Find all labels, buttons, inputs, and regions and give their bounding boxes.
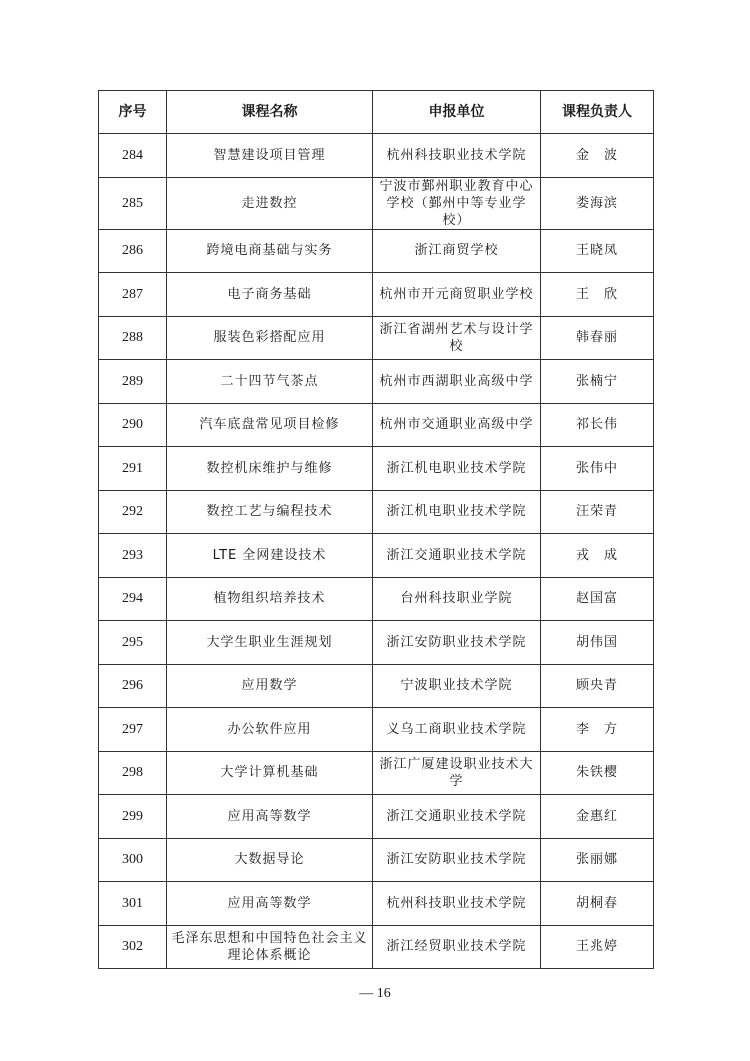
applying-unit-cell: 杭州科技职业技术学院 [373,134,541,178]
applying-unit-cell: 宁波市鄞州职业教育中心学校（鄞州中等专业学校） [373,177,541,229]
header-course-owner: 课程负责人 [541,91,654,134]
course-owner-cell: 王兆婷 [541,925,654,969]
serial-number-cell: 291 [99,447,167,491]
serial-number-cell: 285 [99,177,167,229]
serial-number-cell: 302 [99,925,167,969]
course-name-cell: 植物组织培养技术 [167,577,373,621]
table-row [99,316,654,360]
course-owner-cell: 祁长伟 [541,403,654,447]
applying-unit-cell: 浙江交通职业技术学院 [373,534,541,578]
course-owner-cell: 戎 成 [541,534,654,578]
applying-unit-cell: 浙江机电职业技术学院 [373,447,541,491]
course-name-cell: 跨境电商基础与实务 [167,229,373,273]
serial-number-cell: 293 [99,534,167,578]
page-number: — 16 [359,986,391,1001]
course-owner-cell: 金 波 [541,134,654,178]
course-name-cell: 服装色彩搭配应用 [167,316,373,360]
table-row [99,751,654,795]
applying-unit-cell: 浙江商贸学校 [373,229,541,273]
table-row [99,534,654,578]
serial-number-cell: 290 [99,403,167,447]
course-name-cell: 大数据导论 [167,838,373,882]
serial-number-cell: 295 [99,621,167,665]
header-applying-unit: 申报单位 [373,91,541,134]
table-row [99,134,654,178]
table-row [99,708,654,752]
table-row [99,403,654,447]
course-owner-cell: 金惠红 [541,795,654,839]
table-row [99,621,654,665]
table-row [99,490,654,534]
course-owner-cell: 汪荣青 [541,490,654,534]
serial-number-cell: 301 [99,882,167,926]
applying-unit-cell: 浙江机电职业技术学院 [373,490,541,534]
applying-unit-cell: 杭州市开元商贸职业学校 [373,273,541,317]
table-row [99,273,654,317]
applying-unit-cell: 浙江经贸职业技术学院 [373,925,541,969]
course-owner-cell: 娄海滨 [541,177,654,229]
serial-number-cell: 298 [99,751,167,795]
applying-unit-cell: 浙江安防职业技术学院 [373,621,541,665]
course-name-cell: 毛泽东思想和中国特色社会主义理论体系概论 [167,925,373,969]
course-name-cell: 应用高等数学 [167,882,373,926]
course-owner-cell: 胡伟国 [541,621,654,665]
applying-unit-cell: 杭州市西湖职业高级中学 [373,360,541,404]
course-owner-cell: 张伟中 [541,447,654,491]
table-row [99,795,654,839]
header-serial-number: 序号 [99,91,167,134]
serial-number-cell: 294 [99,577,167,621]
table-row [99,664,654,708]
course-name-cell: 办公软件应用 [167,708,373,752]
applying-unit-cell: 杭州市交通职业高级中学 [373,403,541,447]
course-name-cell: 二十四节气茶点 [167,360,373,404]
serial-number-cell: 292 [99,490,167,534]
applying-unit-cell: 浙江交通职业技术学院 [373,795,541,839]
serial-number-cell: 299 [99,795,167,839]
serial-number-cell: 288 [99,316,167,360]
table-header-row [99,91,654,134]
table-row [99,229,654,273]
applying-unit-cell: 浙江广厦建设职业技术大学 [373,751,541,795]
serial-number-cell: 296 [99,664,167,708]
table-row [99,447,654,491]
table-row [99,882,654,926]
course-name-cell: 大学计算机基础 [167,751,373,795]
course-name-cell: 走进数控 [167,177,373,229]
serial-number-cell: 289 [99,360,167,404]
course-owner-cell: 胡桐春 [541,882,654,926]
table-row [99,360,654,404]
table-row [99,577,654,621]
course-name-cell: 智慧建设项目管理 [167,134,373,178]
course-owner-cell: 顾央青 [541,664,654,708]
applying-unit-cell: 台州科技职业学院 [373,577,541,621]
course-owner-cell: 朱铁樱 [541,751,654,795]
course-name-cell: 数控机床维护与维修 [167,447,373,491]
course-owner-cell: 张丽娜 [541,838,654,882]
course-owner-cell: 李 方 [541,708,654,752]
course-owner-cell: 赵国富 [541,577,654,621]
course-name-cell: 汽车底盘常见项目检修 [167,403,373,447]
table-row [99,925,654,969]
course-name-cell: 应用高等数学 [167,795,373,839]
serial-number-cell: 284 [99,134,167,178]
applying-unit-cell: 浙江省湖州艺术与设计学校 [373,316,541,360]
applying-unit-cell: 浙江安防职业技术学院 [373,838,541,882]
table-row [99,838,654,882]
course-owner-cell: 王 欣 [541,273,654,317]
course-owner-cell: 韩春丽 [541,316,654,360]
serial-number-cell: 286 [99,229,167,273]
course-owner-cell: 王晓凤 [541,229,654,273]
course-name-cell: 数控工艺与编程技术 [167,490,373,534]
course-name-cell: 大学生职业生涯规划 [167,621,373,665]
course-table [98,90,654,969]
applying-unit-cell: 杭州科技职业技术学院 [373,882,541,926]
course-name-cell: 应用数学 [167,664,373,708]
serial-number-cell: 300 [99,838,167,882]
serial-number-cell: 287 [99,273,167,317]
table-body [99,134,654,969]
course-owner-cell: 张楠宁 [541,360,654,404]
applying-unit-cell: 宁波职业技术学院 [373,664,541,708]
course-name-cell: LTE 全网建设技术 [167,534,373,578]
header-course-name: 课程名称 [167,91,373,134]
serial-number-cell: 297 [99,708,167,752]
table-row [99,177,654,229]
course-name-cell: 电子商务基础 [167,273,373,317]
applying-unit-cell: 义乌工商职业技术学院 [373,708,541,752]
